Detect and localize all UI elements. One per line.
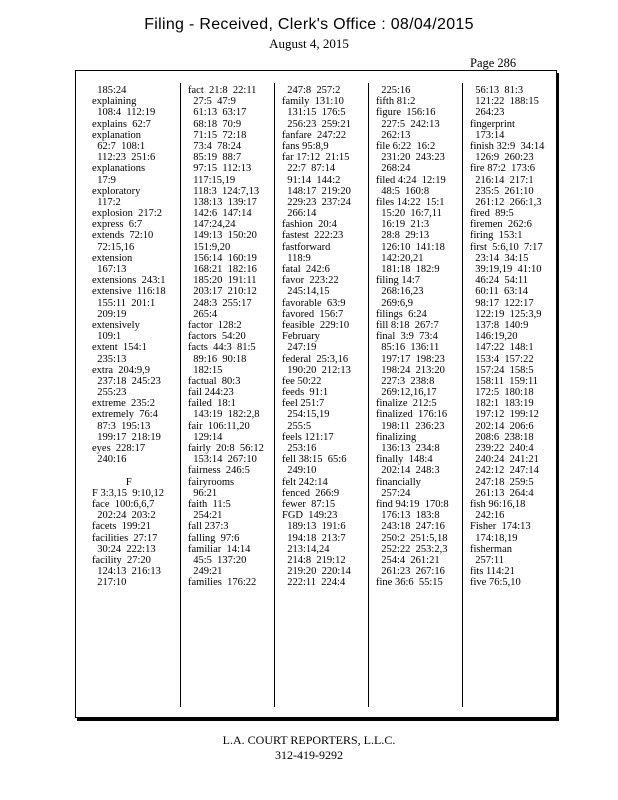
index-entry: extension	[92, 252, 133, 264]
index-entry: 153:4 157:22	[470, 353, 534, 365]
index-entry: explosion 217:2	[92, 208, 162, 220]
index-entry: 255:5	[282, 420, 312, 432]
index-entry: 15:20 16:7,11	[376, 208, 442, 220]
index-entry: 216:14 217:1	[470, 174, 534, 186]
index-entry: 146:19,20	[470, 331, 518, 343]
index-entry: fairly 20:8 56:12	[188, 443, 264, 454]
index-entry: 225:16	[376, 85, 411, 96]
index-entry: face 100:6,6,7	[92, 498, 155, 510]
index-entry: 117:2	[92, 196, 121, 208]
index-entry: finish 32:9 34:14	[470, 140, 545, 152]
index-entry: failed 18:1	[188, 398, 236, 410]
index-entry: 147:22 148:1	[470, 342, 534, 354]
index-entry: extends 72:10	[92, 230, 154, 242]
index-entry: 108:4 112:19	[92, 107, 156, 119]
index-entry: 242:12 247:14	[470, 465, 539, 477]
index-entry: 61:13 63:17	[188, 107, 247, 119]
index-entry: eyes 228:17	[92, 443, 146, 454]
blank-line	[92, 465, 166, 476]
index-entry: 109:1	[92, 331, 122, 343]
index-entry: 126:10 141:18	[376, 241, 445, 253]
index-entry: 96:21	[188, 487, 218, 499]
index-entry: 257:24	[376, 487, 411, 499]
index-entry: fish 96:16,18	[470, 498, 526, 510]
footer-company: L.A. COURT REPORTERS, L.L.C.	[222, 733, 396, 747]
index-entry: 176:13 183:8	[376, 510, 440, 522]
index-entry: 138:13 139:17	[188, 196, 257, 208]
index-entry: explanations	[92, 163, 146, 175]
index-entry: 240:16	[92, 454, 127, 466]
index-entry: fanfare 247:22	[282, 129, 347, 141]
index-entry: 62:7 108:1	[92, 140, 146, 152]
index-entry: 60:11 63:14	[470, 286, 528, 298]
index-entry: February	[282, 331, 320, 343]
index-entry: 190:20 212:13	[282, 364, 351, 376]
index-entry: fact 21:8 22:11	[188, 85, 257, 96]
index-entry: 261:13 264:4	[470, 487, 534, 499]
index-entry: 143:19 182:2,8	[188, 409, 260, 421]
index-entry: fairness 246:5	[188, 465, 250, 477]
filing-stamp: Filing - Received, Clerk's Office : 08/04/2015	[144, 16, 474, 33]
index-entry: 68:18 70:9	[188, 118, 242, 130]
index-entry: explains 62:7	[92, 118, 151, 130]
index-entry: 254:4 261:21	[376, 554, 440, 566]
index-entry: 257:11	[470, 554, 505, 566]
section-letter: F	[125, 476, 132, 488]
index-entry: fastforward	[282, 241, 331, 253]
index-entry: 254:15,19	[282, 409, 330, 421]
index-entry: 185:24	[92, 85, 127, 96]
index-entry: favored 156:7	[282, 308, 344, 320]
index-entry: fall 237:3	[188, 521, 229, 533]
index-entry: 254:21	[188, 510, 223, 522]
index-entry: fee 50:22	[282, 375, 322, 387]
index-entry: 185:20 191:11	[188, 275, 257, 287]
index-entry: 167:13	[92, 264, 127, 275]
index-entry: 235:5 261:10	[470, 185, 534, 197]
index-entry: 252:22 253:2,3	[376, 543, 448, 555]
index-entry: filed 4:24 12:19	[376, 174, 446, 186]
index-entry: fingerprint	[470, 118, 515, 130]
footer-phone: 312-419-9292	[275, 748, 343, 762]
index-entry: 229:23 237:24	[282, 196, 351, 208]
index-entry: factors 54:20	[188, 331, 246, 343]
index-entry: 73:4 78:24	[188, 140, 242, 152]
index-entry: final 3:9 73:4	[376, 331, 438, 343]
index-entry: financially	[376, 476, 421, 488]
index-entry: family 131:10	[282, 96, 344, 108]
index-entry: 168:21 182:16	[188, 264, 257, 275]
index-entry: 48:5 160:8	[376, 185, 430, 197]
index-entry: 197:17 198:23	[376, 353, 445, 365]
index-entry: fastest 222:23	[282, 230, 344, 242]
index-entry: 173:14	[470, 129, 505, 141]
index-entry: 209:19	[92, 308, 127, 320]
index-entry: 30:24 222:13	[92, 543, 156, 555]
index-entry: 227:5 242:13	[376, 118, 440, 130]
index-frame	[75, 70, 557, 718]
index-entry: 261:23 267:16	[376, 566, 445, 578]
index-entry: feels 121:17	[282, 431, 334, 443]
index-entry: 172:5 180:18	[470, 387, 534, 399]
index-column-3	[282, 85, 351, 588]
index-entry: 85:16 136:11	[376, 342, 440, 354]
index-entry: 98:17 122:17	[470, 297, 534, 309]
index-entry: feasible 229:10	[282, 319, 350, 331]
index-entry: 131:15 176:5	[282, 107, 346, 119]
index-entry: 87:3 195:13	[92, 420, 151, 432]
index-entry: 112:23 251:6	[92, 152, 156, 164]
index-entry: extensive 116:18	[92, 286, 166, 298]
index-entry: 202:14 206:6	[470, 420, 534, 432]
index-entry: extra 204:9,9	[92, 364, 151, 376]
index-entry: 194:18 213:7	[282, 532, 346, 544]
index-entry: 189:13 191:6	[282, 521, 346, 533]
index-entry: 181:18 182:9	[376, 264, 440, 275]
index-entry: 219:20 220:14	[282, 566, 351, 578]
index-entry: 56:13 81:3	[470, 85, 524, 96]
index-entry: 255:23	[92, 387, 127, 399]
index-entry: 142:20,21	[376, 252, 424, 264]
index-entry: 245:14,15	[282, 286, 330, 298]
index-entry: 16:19 21:3	[376, 219, 430, 231]
index-entry: finalized 176:16	[376, 409, 448, 421]
index-entry: 248:3 255:17	[188, 297, 252, 309]
index-entry: 72:15,16	[92, 241, 135, 253]
index-entry: find 94:19 170:8	[376, 498, 449, 510]
index-entry: 117:15,19	[188, 174, 236, 186]
index-entry: file 6:22 16:2	[376, 140, 436, 152]
index-entry: 97:15 112:13	[188, 163, 252, 175]
index-entry: fatal 242:6	[282, 264, 330, 275]
index-entry: 269:12,16,17	[376, 387, 437, 399]
index-entry: 247:18 259:5	[470, 476, 534, 488]
index-entry: extent 154:1	[92, 342, 147, 354]
index-entry: extreme 235:2	[92, 398, 155, 410]
index-entry: factor 128:2	[188, 319, 242, 331]
index-entry: 237:18 245:23	[92, 375, 161, 387]
index-column-4	[376, 85, 449, 588]
index-entry: 155:11 201:1	[92, 297, 156, 309]
index-entry: familiar 14:14	[188, 543, 251, 555]
index-entry: firing 153:1	[470, 230, 523, 242]
index-entry: finally 148:4	[376, 454, 433, 466]
index-entry: 136:13 234:8	[376, 443, 440, 454]
index-entry: favorable 63:9	[282, 297, 346, 309]
index-entry: 85:19 88:7	[188, 152, 242, 164]
index-entry: 239:22 240:4	[470, 443, 534, 454]
index-entry: 157:24 158:5	[470, 364, 534, 376]
column-divider	[180, 83, 181, 707]
index-entry: fifth 81:2	[376, 96, 416, 108]
index-entry: fashion 20:4	[282, 219, 337, 231]
index-entry: fail 244:23	[188, 387, 234, 399]
index-entry: 249:10	[282, 465, 317, 477]
index-entry: files 14:22 15:1	[376, 196, 445, 208]
index-entry: 182:1 183:19	[470, 398, 534, 410]
index-entry: 46:24 54:11	[470, 275, 528, 287]
index-entry: 266:14	[282, 208, 317, 220]
index-entry: 137:8 140:9	[470, 319, 529, 331]
index-entry: 269:6,9	[376, 297, 414, 309]
index-entry: 158:11 159:11	[470, 375, 539, 387]
index-entry: fenced 266:9	[282, 487, 340, 499]
index-entry: 199:17 218:19	[92, 431, 161, 443]
index-entry: extensions 243:1	[92, 275, 166, 287]
index-entry: 249:21	[188, 566, 223, 578]
index-entry: faith 11:5	[188, 498, 231, 510]
index-entry: 126:9 260:23	[470, 152, 534, 164]
index-entry: feel 251:7	[282, 398, 325, 410]
index-entry: families 176:22	[188, 577, 257, 589]
index-entry: 247:8 257:2	[282, 85, 341, 96]
index-entry: factual 80:3	[188, 375, 241, 387]
index-entry: 214:8 219:12	[282, 554, 346, 566]
index-entry: explanation	[92, 129, 141, 141]
index-entry: 71:15 72:18	[188, 129, 247, 141]
index-entry: felt 242:14	[282, 476, 328, 488]
column-divider	[462, 83, 463, 707]
index-entry: first 5:6,10 7:17	[470, 241, 543, 253]
index-entry: fine 36:6 55:15	[376, 577, 443, 589]
page-number: Page 286	[470, 56, 517, 70]
index-entry: 118:3 124:7,13	[188, 185, 260, 197]
index-entry: 208:6 238:18	[470, 431, 534, 443]
index-entry: 213:14,24	[282, 543, 330, 555]
index-entry: 268:16,23	[376, 286, 424, 298]
index-entry: 149:13 150:20	[188, 230, 257, 242]
index-entry: FGD 149:23	[282, 510, 338, 522]
index-entry: 22:7 87:14	[282, 163, 336, 175]
index-entry: finalizing	[376, 431, 417, 443]
filing-date: August 4, 2015	[269, 36, 349, 51]
index-entry: 197:12 199:12	[470, 409, 539, 421]
index-entry: 39:19,19 41:10	[470, 264, 542, 275]
index-entry: express 6:7	[92, 219, 143, 231]
index-entry: 261:12 266:1,3	[470, 196, 542, 208]
index-entry: 151:9,20	[188, 241, 231, 253]
index-entry: 268:24	[376, 163, 411, 175]
index-entry: 217:10	[92, 577, 127, 589]
index-entry: 265:4	[188, 308, 218, 320]
index-entry: 147:24,24	[188, 219, 236, 231]
column-divider	[274, 83, 275, 707]
index-entry: 121:22 188:15	[470, 96, 539, 108]
index-entry: 129:14	[188, 431, 223, 443]
index-entry: facets 199:21	[92, 521, 151, 533]
index-entry: facility 27:20	[92, 554, 151, 566]
index-entry: 198:24 213:20	[376, 364, 445, 376]
index-entry: 174:18,19	[470, 532, 518, 544]
index-entry: fill 8:18 267:7	[376, 319, 439, 331]
index-entry: 122:19 125:3,9	[470, 308, 542, 320]
index-column-2	[188, 85, 264, 588]
index-entry: fewer 87:15	[282, 498, 336, 510]
index-entry: 203:17 210:12	[188, 286, 257, 298]
index-entry: 227:3 238:8	[376, 375, 435, 387]
index-entry: fans 95:8,9	[282, 140, 329, 152]
index-entry: facilities 27:17	[92, 532, 158, 544]
index-entry: 89:16 90:18	[188, 353, 247, 365]
index-column-5	[470, 85, 544, 588]
index-entry: F 3:3,15 9:10,12	[92, 487, 165, 499]
column-divider	[368, 83, 369, 707]
index-entry: 124:13 216:13	[92, 566, 161, 578]
index-entry: 182:15	[188, 364, 223, 376]
index-entry: fisherman	[470, 543, 512, 555]
index-entry: 142:6 147:14	[188, 208, 252, 220]
index-entry: fits 114:21	[470, 566, 515, 578]
index-entry: falling 97:6	[188, 532, 240, 544]
index-entry: extremely 76:4	[92, 409, 158, 421]
index-entry: 148:17 219:20	[282, 185, 351, 197]
index-entry: 198:11 236:23	[376, 420, 445, 432]
index-column-1	[92, 85, 166, 588]
index-entry: extensively	[92, 319, 140, 331]
index-entry: fairyrooms	[188, 476, 235, 488]
index-entry: 91:14 144:2	[282, 174, 341, 186]
index-entry: 247:19	[282, 342, 317, 354]
index-entry: fired 89:5	[470, 208, 514, 220]
index-entry: 250:2 251:5,18	[376, 532, 448, 544]
index-entry: firemen 262:6	[470, 219, 532, 231]
index-entry: feeds 91:1	[282, 387, 329, 399]
index-entry: federal 25:3,16	[282, 353, 349, 365]
index-entry: fell 38:15 65:6	[282, 454, 347, 466]
index-entry: 118:9	[282, 252, 311, 264]
index-entry: fire 87:2 173:6	[470, 163, 536, 175]
index-entry: 253:16	[282, 443, 317, 454]
index-entry: finalize 212:5	[376, 398, 437, 410]
index-entry: 202:24 203:2	[92, 510, 156, 522]
index-entry: 23:14 34:15	[470, 252, 529, 264]
index-entry: favor 223:22	[282, 275, 339, 287]
index-entry: figure 156:16	[376, 107, 436, 119]
index-entry: 231:20 243:23	[376, 152, 445, 164]
index-entry: filing 14:7	[376, 275, 421, 287]
index-entry: 243:18 247:16	[376, 521, 445, 533]
index-entry: fair 106:11,20	[188, 420, 250, 432]
index-entry: 153:14 267:10	[188, 454, 257, 466]
index-entry: 202:14 248:3	[376, 465, 440, 477]
index-entry: 262:13	[376, 129, 411, 141]
index-entry: 28:8 29:13	[376, 230, 430, 242]
index-entry: 156:14 160:19	[188, 252, 257, 264]
index-entry: exploratory	[92, 185, 141, 197]
index-entry: explaining	[92, 96, 137, 108]
index-entry: five 76:5,10	[470, 577, 521, 589]
index-entry: far 17:12 21:15	[282, 152, 350, 164]
index-entry: 222:11 224:4	[282, 577, 346, 589]
index-entry: 242:16	[470, 510, 505, 522]
index-entry: facts 44:3 81:5	[188, 342, 256, 354]
index-entry: 45:5 137:20	[188, 554, 247, 566]
index-entry: 264:23	[470, 107, 505, 119]
index-entry: 17:9	[92, 174, 116, 186]
index-entry: 27:5 47:9	[188, 96, 236, 108]
index-entry: 240:24 241:21	[470, 454, 539, 466]
index-entry: 235:13	[92, 353, 127, 365]
index-entry: filings 6:24	[376, 308, 427, 320]
index-entry: Fisher 174:13	[470, 521, 531, 533]
index-entry: 256:23 259:21	[282, 118, 351, 130]
